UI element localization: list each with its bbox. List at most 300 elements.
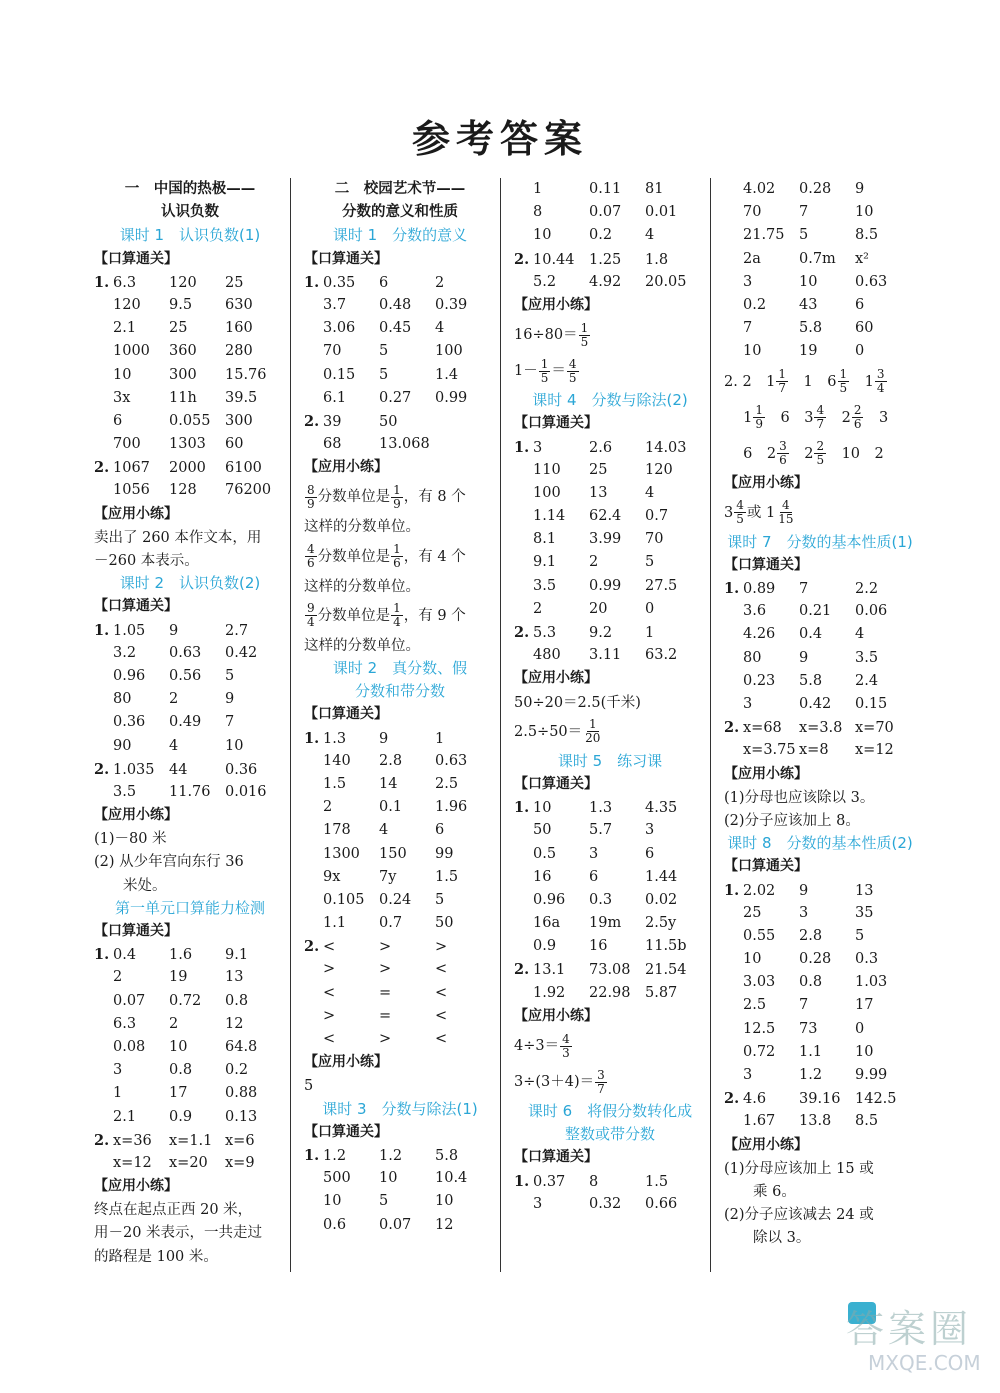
numerator: 1 (588, 717, 597, 732)
answer-row (304, 819, 496, 842)
answer-cell: 6 (113, 412, 123, 429)
fraction (776, 368, 788, 395)
answer-cell: 1.67 (743, 1113, 776, 1130)
answer-text: 2 (789, 445, 814, 462)
numerator: 1 (580, 320, 589, 335)
answer-cell: 4.26 (743, 626, 776, 643)
answer-cell: 5 (225, 667, 235, 684)
answer-row (94, 294, 286, 317)
answer-row (514, 819, 706, 842)
answer-row (724, 600, 916, 623)
answer-cell: 0.08 (113, 1038, 146, 1055)
answer-text: 分数单位是 (317, 548, 391, 565)
answer-cell: 2 (169, 691, 179, 708)
question-number: 1. (94, 621, 110, 639)
answer-cell: 6.1 (323, 389, 347, 406)
answer-cell: 39.5 (225, 389, 258, 406)
answer-row (94, 1082, 286, 1105)
answer-cell: 6.3 (113, 274, 137, 291)
answer-cell: 0.4 (799, 626, 823, 643)
answer-cell: 2.1 (113, 320, 137, 337)
answer-cell: 0 (645, 600, 655, 617)
answer-row (514, 528, 706, 551)
answer-cell: 500 (323, 1170, 351, 1187)
numerator: 1 (755, 403, 763, 417)
answer-cell: 0.9 (533, 938, 557, 955)
answer-cell: 16 (533, 868, 552, 885)
answer-cell: 1.5 (645, 1173, 669, 1190)
answer-cell: 3 (533, 439, 543, 456)
answer-cell: 13.8 (799, 1113, 832, 1130)
answer-cell: 90 (113, 737, 132, 754)
answer-cell: = (379, 984, 392, 1001)
numerator: 4 (782, 498, 790, 513)
answer-row (304, 433, 496, 456)
section-label: 【应用小练】 (514, 670, 598, 687)
answer-cell: 2.7 (225, 622, 249, 639)
denominator: 5 (736, 512, 744, 527)
lesson-heading: 课时 3 分数与除法(1) (322, 1099, 478, 1118)
section-label: 【应用小练】 (724, 1136, 808, 1153)
fraction (391, 602, 403, 629)
fraction (777, 440, 789, 467)
answer-row (94, 735, 286, 758)
answer-row (304, 935, 496, 958)
answer-cell: 0.72 (169, 992, 202, 1009)
answer-cell: 17 (855, 997, 874, 1014)
denominator: 7 (816, 417, 825, 431)
fraction (875, 368, 887, 395)
answer-cell: 8 (533, 204, 543, 221)
answer-cell: x=6 (225, 1132, 255, 1149)
answer-cell: 80 (113, 691, 132, 708)
answer-cell: 0.8 (799, 974, 823, 991)
answer-row (94, 665, 286, 688)
answer-cell: 0.72 (743, 1043, 776, 1060)
answer-cell: 2.5y (645, 915, 677, 932)
section-label: 【应用小练】 (724, 765, 808, 782)
answer-text: －260 本表示。 (94, 553, 199, 569)
lesson-heading: 整数或带分数 (564, 1125, 655, 1144)
answer-cell: 7 (225, 714, 235, 731)
answer-row (724, 1110, 916, 1133)
lesson-heading: 课时 8 分数的基本性质(2) (727, 834, 913, 853)
answer-row (724, 925, 916, 948)
answer-cell: 5 (855, 927, 865, 944)
answer-text: 5 (304, 1078, 314, 1095)
fraction-answer (724, 495, 916, 531)
answer-row (724, 879, 916, 902)
answer-text: ，有 9 个 (403, 607, 466, 624)
answer-cell: 14.03 (645, 439, 687, 456)
answer-cell: 39.16 (799, 1091, 841, 1108)
answer-row (94, 966, 286, 989)
answer-cell: 3.5 (855, 649, 879, 666)
answer-text: ，有 8 个 (403, 489, 466, 506)
answer-cell: 1.3 (323, 730, 347, 747)
answer-cell: 1.035 (113, 761, 155, 778)
answer-cell: 0.13 (225, 1108, 258, 1125)
answer-row (94, 758, 286, 781)
answer-row (94, 1106, 286, 1129)
answer-cell: 70 (743, 204, 762, 221)
answer-cell: 5.8 (799, 672, 823, 689)
numerator: 4 (307, 542, 315, 557)
answer-cell: 7 (799, 581, 809, 598)
numerator: 4 (562, 1031, 570, 1046)
answer-cell: 25 (169, 320, 188, 337)
answer-column-4 (724, 178, 916, 1301)
answer-cell: 3.5 (113, 783, 137, 800)
fraction (734, 499, 746, 526)
answer-cell: 10 (169, 1038, 188, 1055)
section-label: 【口算通关】 (304, 1123, 388, 1140)
answer-cell: 3 (589, 845, 599, 862)
answer-row (304, 1028, 496, 1051)
answer-cell: 0.3 (589, 891, 613, 908)
question-number: 2. (94, 459, 110, 477)
unit-heading: 二 校园艺术节—— (334, 181, 466, 197)
lesson-heading: 课时 6 将假分数转化成 (527, 1102, 693, 1120)
answer-text: 2 (827, 409, 851, 426)
answer-cell: 0.07 (379, 1216, 412, 1233)
answer-row (724, 294, 916, 317)
fraction-answer (514, 714, 706, 750)
answer-text: (2) 从少年宫向东行 36 (94, 854, 244, 871)
answer-cell: x=1.1 (169, 1132, 213, 1149)
denominator: 6 (853, 417, 862, 431)
answer-cell: 5.7 (589, 822, 613, 839)
fraction-answer (514, 1064, 706, 1100)
answer-row (514, 201, 706, 224)
answer-cell: 15.76 (225, 366, 267, 383)
answer-cell: 120 (169, 274, 197, 291)
answer-cell: > (435, 939, 448, 956)
answer-cell: 1.96 (435, 799, 468, 816)
answer-cell: 3 (743, 1067, 753, 1083)
answer-row (514, 224, 706, 247)
answer-cell: > (379, 961, 392, 978)
answer-cell: 60 (225, 436, 244, 453)
answer-cell: 3.06 (323, 320, 356, 337)
section-label: 【口算通关】 (724, 556, 808, 573)
answer-text: 乘 6。 (724, 1183, 796, 1200)
answer-row (94, 990, 286, 1013)
answer-cell: 9 (225, 691, 235, 708)
answer-cell: 21.75 (743, 227, 785, 244)
answer-column-3 (514, 178, 706, 1301)
answer-cell: 50 (379, 413, 398, 430)
answer-cell: 2a (743, 250, 761, 267)
fraction (305, 602, 317, 629)
answer-cell: 0.3 (855, 951, 879, 968)
section-label: 【应用小练】 (304, 459, 388, 476)
answer-cell: 3.5 (533, 577, 557, 594)
answer-cell: 2.2 (855, 581, 879, 598)
answer-cell: 12 (435, 1216, 454, 1233)
denominator: 9 (755, 417, 763, 431)
lesson-heading: 分数和带分数 (354, 682, 445, 701)
answer-cell: 50 (435, 915, 454, 932)
answer-row (724, 647, 916, 670)
answer-cell: 35 (855, 904, 874, 921)
answer-cell: 10 (379, 1170, 398, 1187)
answer-row (724, 248, 916, 271)
denominator: 7 (597, 1081, 605, 1096)
answer-cell: 11.5b (645, 938, 687, 955)
numerator: 1 (393, 601, 401, 616)
answer-cell: < (435, 1031, 448, 1047)
answer-cell: 9.99 (855, 1067, 888, 1083)
answer-cell: 1.4 (435, 366, 459, 383)
answer-cell: 0.7m (799, 250, 836, 267)
answer-cell: 6.3 (113, 1015, 137, 1032)
answer-text: 终点在起点正西 20 米， (94, 1202, 253, 1219)
answer-text: 10 2 (827, 445, 884, 462)
answer-cell: 280 (225, 343, 253, 360)
answer-cell: x=12 (113, 1154, 152, 1171)
answer-text: 2.5÷50＝ (514, 723, 583, 740)
answer-cell: < (323, 1031, 336, 1047)
answer-row (724, 994, 916, 1017)
denominator: 5 (839, 381, 848, 395)
answer-cell: 6100 (225, 460, 262, 477)
section-label: 【应用小练】 (724, 474, 808, 491)
fraction-answer (304, 539, 496, 575)
answer-row (94, 1129, 286, 1152)
numerator: 9 (307, 601, 315, 616)
answer-cell: 0.2 (589, 227, 613, 244)
watermark-logo (838, 1296, 988, 1386)
answer-text: (1)分母也应该除以 3。 (724, 789, 875, 806)
answer-cell: 0.1 (379, 799, 403, 816)
answer-cell: x=70 (855, 720, 894, 737)
fraction (579, 322, 591, 349)
answer-row (304, 727, 496, 750)
lesson-heading: 课时 7 分数的基本性质(1) (727, 532, 913, 551)
answer-row (94, 642, 286, 665)
answer-row (724, 271, 916, 294)
answer-row (514, 551, 706, 574)
answer-cell: 1.14 (533, 508, 566, 525)
answer-text: (2)分子应该加上 8。 (724, 812, 860, 829)
denominator: 20 (585, 731, 601, 746)
fraction (583, 718, 602, 745)
answer-row (304, 750, 496, 773)
answer-row (304, 796, 496, 819)
answer-cell: 0.48 (379, 296, 412, 313)
answer-column-2 (304, 178, 496, 1301)
fraction-answer (514, 1028, 706, 1064)
answer-cell: 160 (225, 320, 253, 337)
denominator: 9 (393, 496, 401, 511)
denominator: 5 (568, 370, 577, 385)
question-number: 2. (304, 412, 320, 430)
answer-cell: 63.2 (645, 647, 678, 664)
answer-cell: 9x (323, 868, 341, 885)
answer-row (514, 1170, 706, 1193)
answer-cell: 50 (533, 822, 552, 839)
answer-row (724, 1064, 916, 1087)
answer-cell: 1.5 (435, 868, 459, 885)
answer-cell: 3.03 (743, 974, 776, 991)
answer-row (724, 224, 916, 247)
answer-cell: 0.66 (645, 1195, 678, 1212)
denominator: 5 (816, 453, 825, 467)
answer-row (94, 711, 286, 734)
denominator: 6 (779, 453, 787, 467)
answer-cell: 1.3 (589, 800, 613, 817)
answer-row (724, 902, 916, 925)
answer-cell: 13.1 (533, 962, 566, 979)
denominator: 6 (307, 556, 315, 571)
fraction (852, 404, 864, 431)
answer-cell: 1 (435, 730, 445, 747)
answer-cell: 12.5 (743, 1020, 776, 1037)
answer-cell: 1.1 (799, 1043, 823, 1060)
numerator: 1 (540, 356, 549, 371)
answer-cell: 0.7 (379, 915, 403, 932)
answer-cell: 4 (855, 626, 865, 643)
answer-cell: 8.1 (533, 531, 557, 548)
answer-cell: 5.2 (533, 273, 557, 290)
answer-cell: x=36 (113, 1132, 152, 1149)
answer-text: (1)分母应该加上 15 或 (724, 1160, 874, 1177)
answer-cell: 70 (323, 343, 342, 360)
answer-row (304, 410, 496, 433)
answer-row (514, 505, 706, 528)
denominator: 4 (876, 381, 885, 395)
answer-cell: 73 (799, 1020, 818, 1037)
question-number: 1. (94, 273, 110, 291)
answer-cell: 2.1 (113, 1108, 137, 1125)
answer-cell: 25 (589, 461, 608, 478)
answer-row (304, 364, 496, 387)
answer-cell: 1.6 (169, 947, 193, 964)
lesson-heading: 课时 1 认识负数(1) (119, 226, 261, 245)
answer-cell: 0.15 (855, 696, 888, 712)
answer-cell: 2.8 (799, 927, 823, 944)
answer-cell: 0.36 (113, 714, 146, 731)
answer-text: 3÷(3＋4)＝ (514, 1074, 595, 1090)
answer-cell: 0.63 (169, 644, 202, 661)
answer-cell: = (379, 1007, 392, 1024)
numerator: 4 (736, 498, 744, 513)
answer-cell: 0.5 (533, 845, 557, 862)
answer-cell: x=3.8 (799, 720, 843, 737)
answer-cell: 10 (323, 1193, 342, 1210)
answer-cell: 6 (379, 274, 389, 291)
answer-cell: 10 (533, 800, 552, 817)
answer-text: 1－ (514, 363, 538, 380)
answer-cell: 6 (645, 845, 655, 862)
answer-cell: 10 (225, 737, 244, 754)
answer-cell: 0.37 (533, 1173, 566, 1190)
denominator: 4 (393, 615, 401, 630)
answer-column-1 (94, 178, 286, 1301)
answer-row (514, 935, 706, 958)
answer-cell: 2.4 (855, 672, 879, 689)
answer-cell: x=12 (855, 742, 894, 759)
answer-cell: 0.28 (799, 951, 832, 968)
answer-text: 的路程是 100 米。 (94, 1248, 218, 1265)
answer-cell: 19 (169, 969, 188, 986)
answer-cell: 3 (113, 1062, 123, 1079)
question-number: 1. (724, 881, 740, 899)
answer-row (724, 201, 916, 224)
section-label: 【口算通关】 (724, 858, 808, 875)
unit-heading: 分数的意义和性质 (342, 204, 458, 221)
answer-row (94, 271, 286, 294)
answer-row (514, 621, 706, 644)
answer-cell: 1.2 (799, 1067, 823, 1083)
answer-cell: 100 (435, 343, 463, 360)
answer-cell: x=8 (799, 742, 829, 759)
answer-cell: 0.55 (743, 927, 776, 944)
answer-text: 6 3 (765, 409, 814, 426)
question-number: 1. (304, 1146, 320, 1164)
fraction-answer (304, 598, 496, 634)
answer-cell: 5.3 (533, 625, 557, 641)
answer-cell: 0.8 (169, 1062, 193, 1079)
answer-row (514, 958, 706, 981)
answer-row (724, 577, 916, 600)
answer-cell: 1067 (113, 460, 150, 477)
answer-cell: 0.7 (645, 508, 669, 525)
answer-cell: 3.2 (113, 644, 137, 661)
answer-cell: 44 (169, 761, 188, 778)
answer-cell: 8 (589, 1173, 599, 1190)
answer-cell: 20 (589, 600, 608, 617)
answer-cell: > (379, 1031, 392, 1047)
answer-cell: 9 (799, 649, 809, 666)
answer-cell: 2 (533, 600, 543, 617)
answer-cell: 0.63 (435, 752, 468, 769)
answer-cell: > (379, 939, 392, 956)
answer-cell: 0.105 (323, 891, 365, 908)
answer-cell: 13 (589, 484, 608, 501)
answer-row (724, 317, 916, 340)
answer-cell: 3 (743, 696, 753, 712)
answer-cell: 0.28 (799, 181, 832, 197)
answer-row (514, 1193, 706, 1216)
answer-cell: 1303 (169, 436, 206, 453)
answer-text: 米处。 (94, 877, 167, 894)
question-number: 2. (514, 961, 530, 979)
answer-row (514, 889, 706, 912)
answer-cell: 7y (379, 868, 397, 885)
answer-cell: 6 (855, 296, 865, 313)
answer-row (514, 912, 706, 935)
answer-cell: 0.89 (743, 581, 776, 598)
answer-cell: 0.24 (379, 891, 412, 908)
lesson-heading: 课时 5 练习课 (557, 751, 663, 770)
answer-row (304, 340, 496, 363)
answer-row (94, 781, 286, 804)
answer-cell: 9.1 (533, 554, 557, 571)
question-number: 1. (514, 1172, 530, 1190)
answer-cell: 0.055 (169, 412, 211, 429)
fraction-answer (724, 436, 916, 472)
answer-row (514, 178, 706, 201)
answer-cell: 3.6 (743, 603, 767, 620)
answer-cell: 1056 (113, 482, 150, 499)
lesson-heading: 课时 2 真分数、假 (332, 659, 468, 677)
answer-cell: 10 (113, 366, 132, 383)
answer-cell: 62.4 (589, 508, 622, 525)
answer-cell: 16a (533, 915, 561, 932)
answer-cell: 3.11 (589, 647, 622, 664)
